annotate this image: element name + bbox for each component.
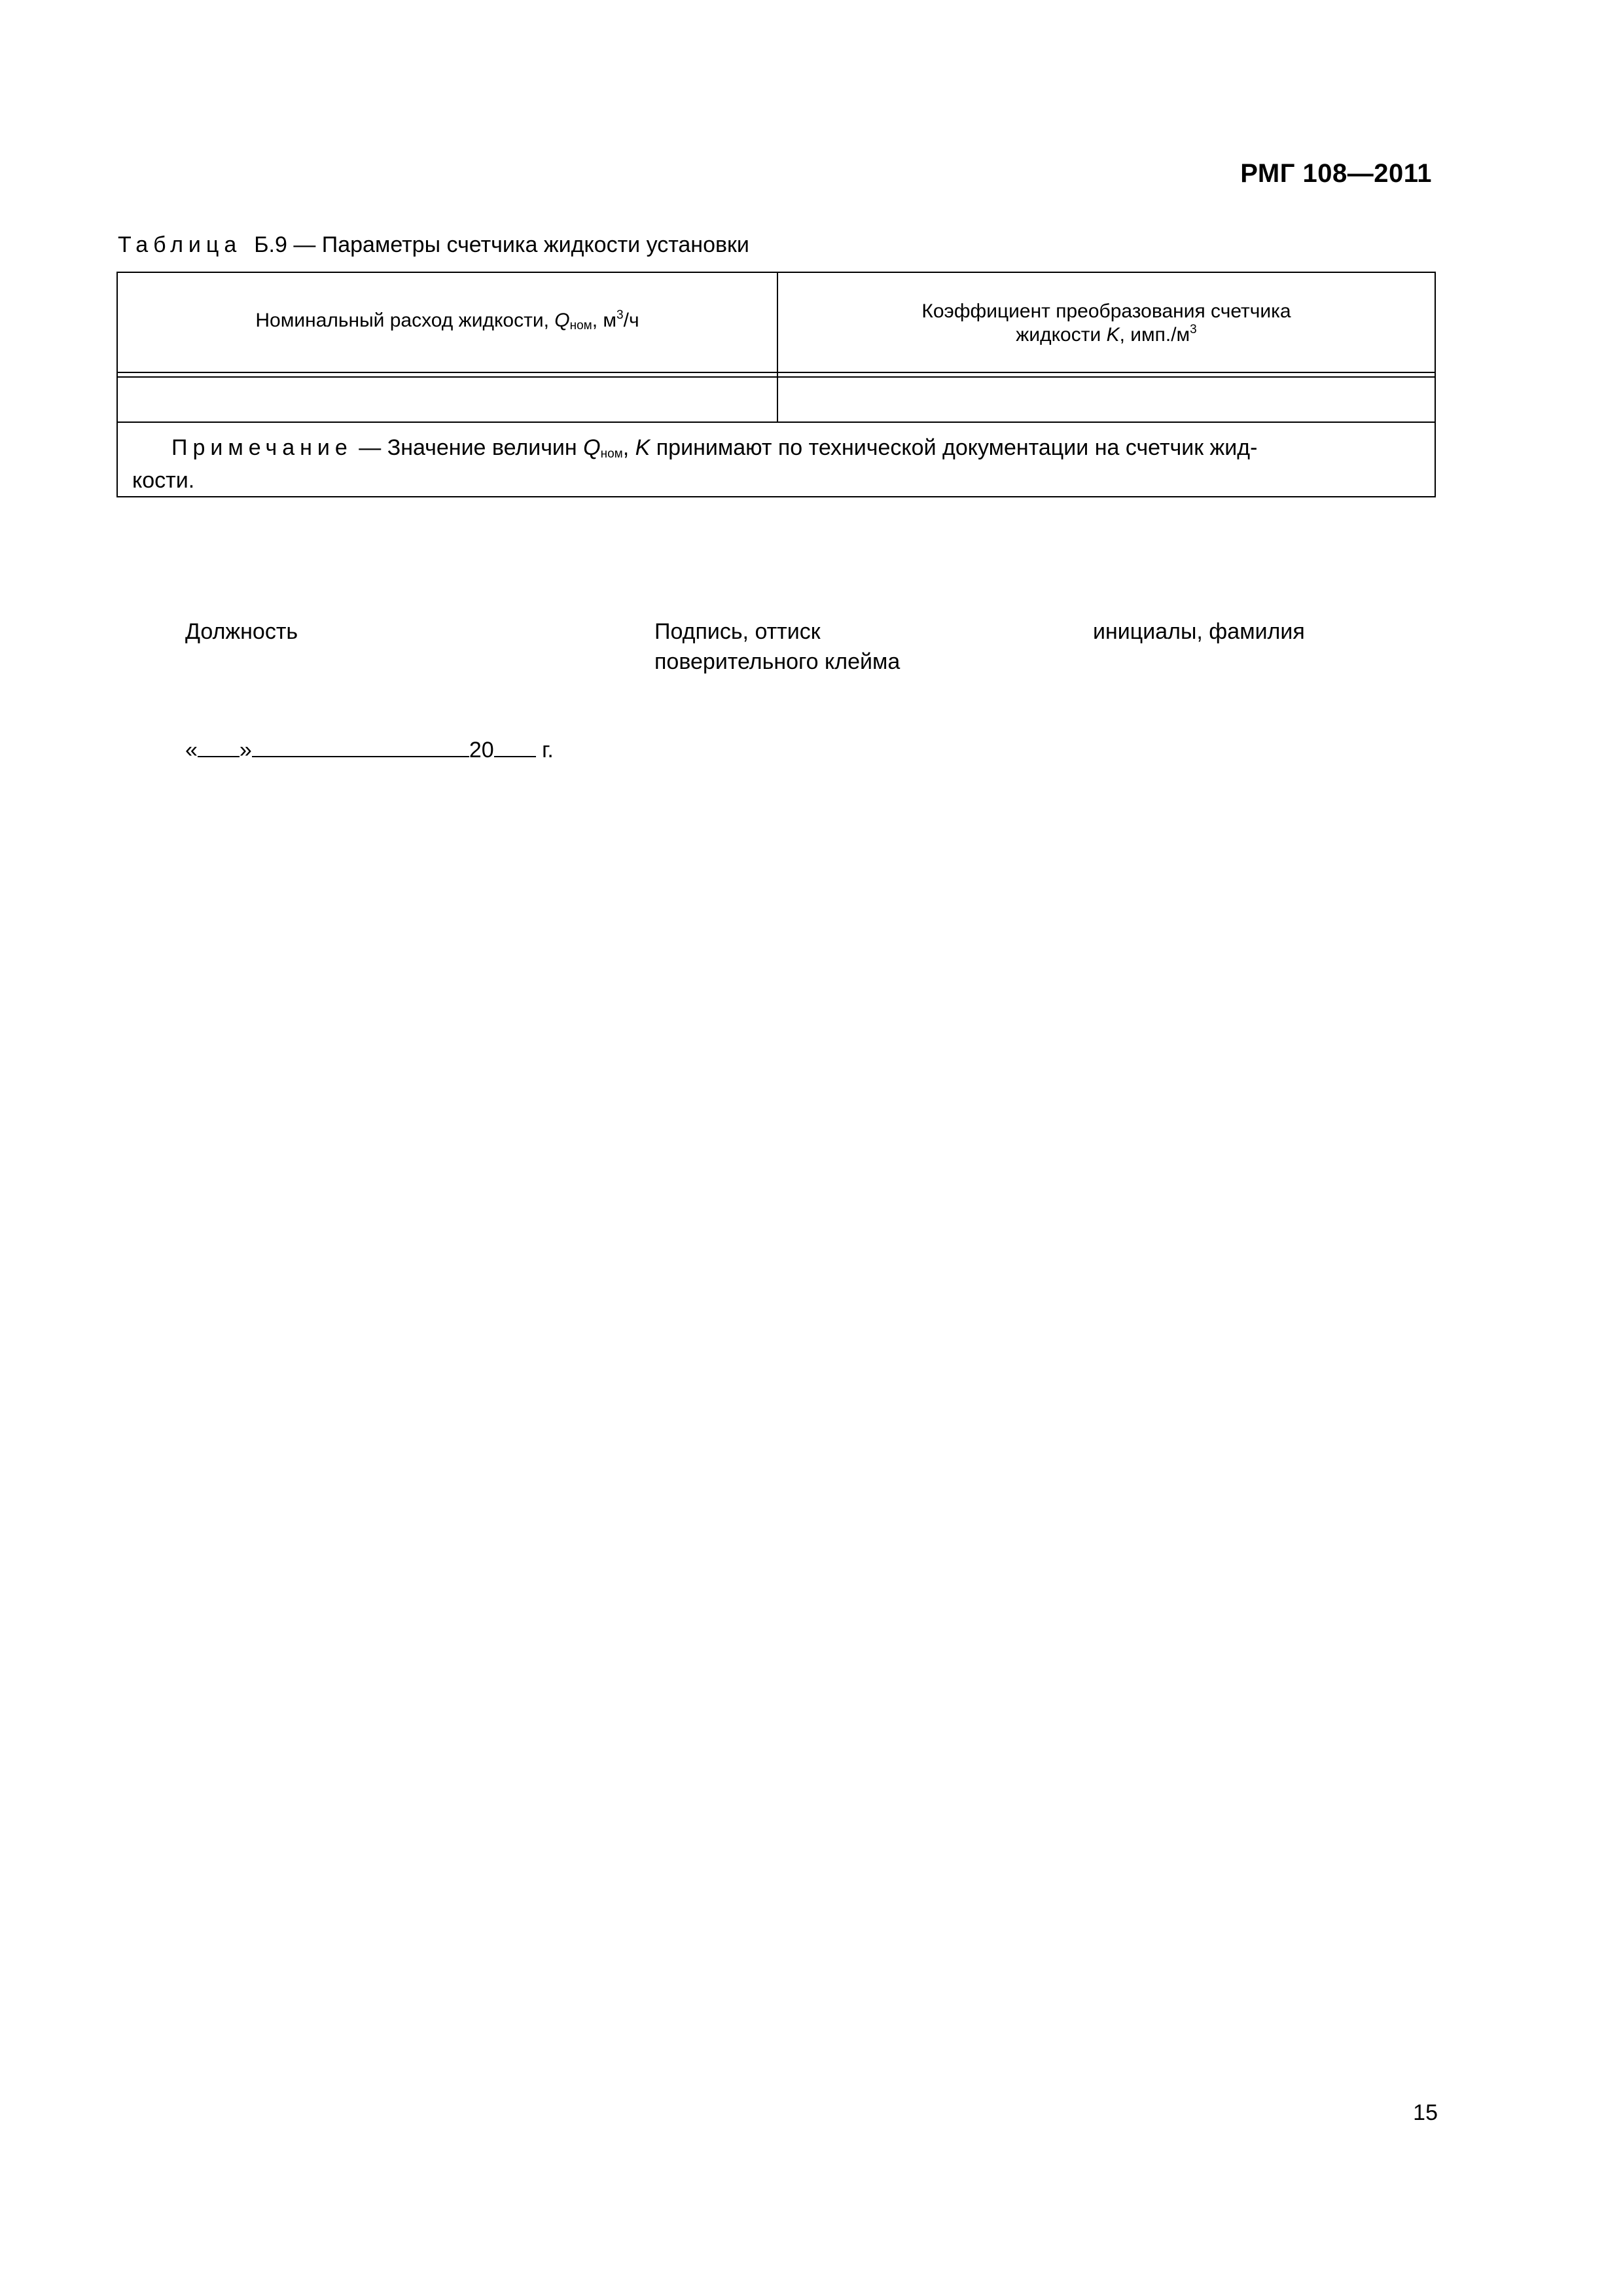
page-number: 15 <box>1413 2100 1438 2125</box>
header-cell-coefficient <box>778 273 1435 374</box>
note-symbol-k: K <box>635 435 651 460</box>
note-word: Примечание <box>171 435 353 460</box>
note-subscript: ном <box>600 447 623 461</box>
coefficient-label-line2: жидкости <box>1016 324 1107 346</box>
note-text-after: принимают по технической документации на счетчик жид- <box>650 435 1258 460</box>
document-code: РМГ 108—2011 <box>1240 159 1432 188</box>
date-line <box>185 736 554 763</box>
flow-rate-unit-suffix: /ч <box>623 310 639 331</box>
signature-position: Должность <box>185 619 298 644</box>
caption-word: Таблица <box>118 232 242 257</box>
note-symbol-q: Q <box>583 435 601 460</box>
flow-rate-unit-exponent: 3 <box>616 308 624 322</box>
note-text-before: — Значение величин <box>352 435 584 460</box>
signature-sign-line2: поверительного клейма <box>654 649 901 674</box>
flow-rate-symbol: Q <box>554 310 570 331</box>
data-cell-coefficient <box>778 378 1435 422</box>
day-blank <box>198 736 240 757</box>
caption-text: Б.9 — Параметры счетчика жидкости установки <box>254 232 749 257</box>
data-cell-flow-rate <box>118 378 777 422</box>
table-caption <box>118 232 749 258</box>
coefficient-unit: , имп./м <box>1119 324 1190 346</box>
coefficient-unit-exponent: 3 <box>1190 323 1197 336</box>
flow-rate-subscript: ном <box>569 319 592 332</box>
date-close-quote: » <box>239 738 252 762</box>
signature-sign <box>654 617 900 677</box>
note-comma: , <box>622 435 635 460</box>
flow-rate-unit: , м <box>592 310 617 331</box>
parameters-table <box>116 272 1436 497</box>
year-prefix: 20 <box>469 738 494 762</box>
year-blank <box>494 736 536 757</box>
coefficient-label-line1: Коэффициент преобразования счетчика <box>921 300 1291 322</box>
signature-sign-line1: Подпись, оттиск <box>654 619 821 644</box>
month-blank <box>252 736 469 757</box>
flow-rate-label: Номинальный расход жидкости, <box>255 310 555 331</box>
year-suffix: г. <box>535 738 554 762</box>
note-text-line2: кости. <box>132 468 195 493</box>
coefficient-symbol: K <box>1106 324 1120 346</box>
date-open-quote: « <box>185 738 198 762</box>
signature-name: инициалы, фамилия <box>1093 619 1305 644</box>
row-divider <box>118 422 1435 423</box>
header-cell-flow-rate <box>118 273 777 374</box>
table-note <box>118 427 1435 493</box>
